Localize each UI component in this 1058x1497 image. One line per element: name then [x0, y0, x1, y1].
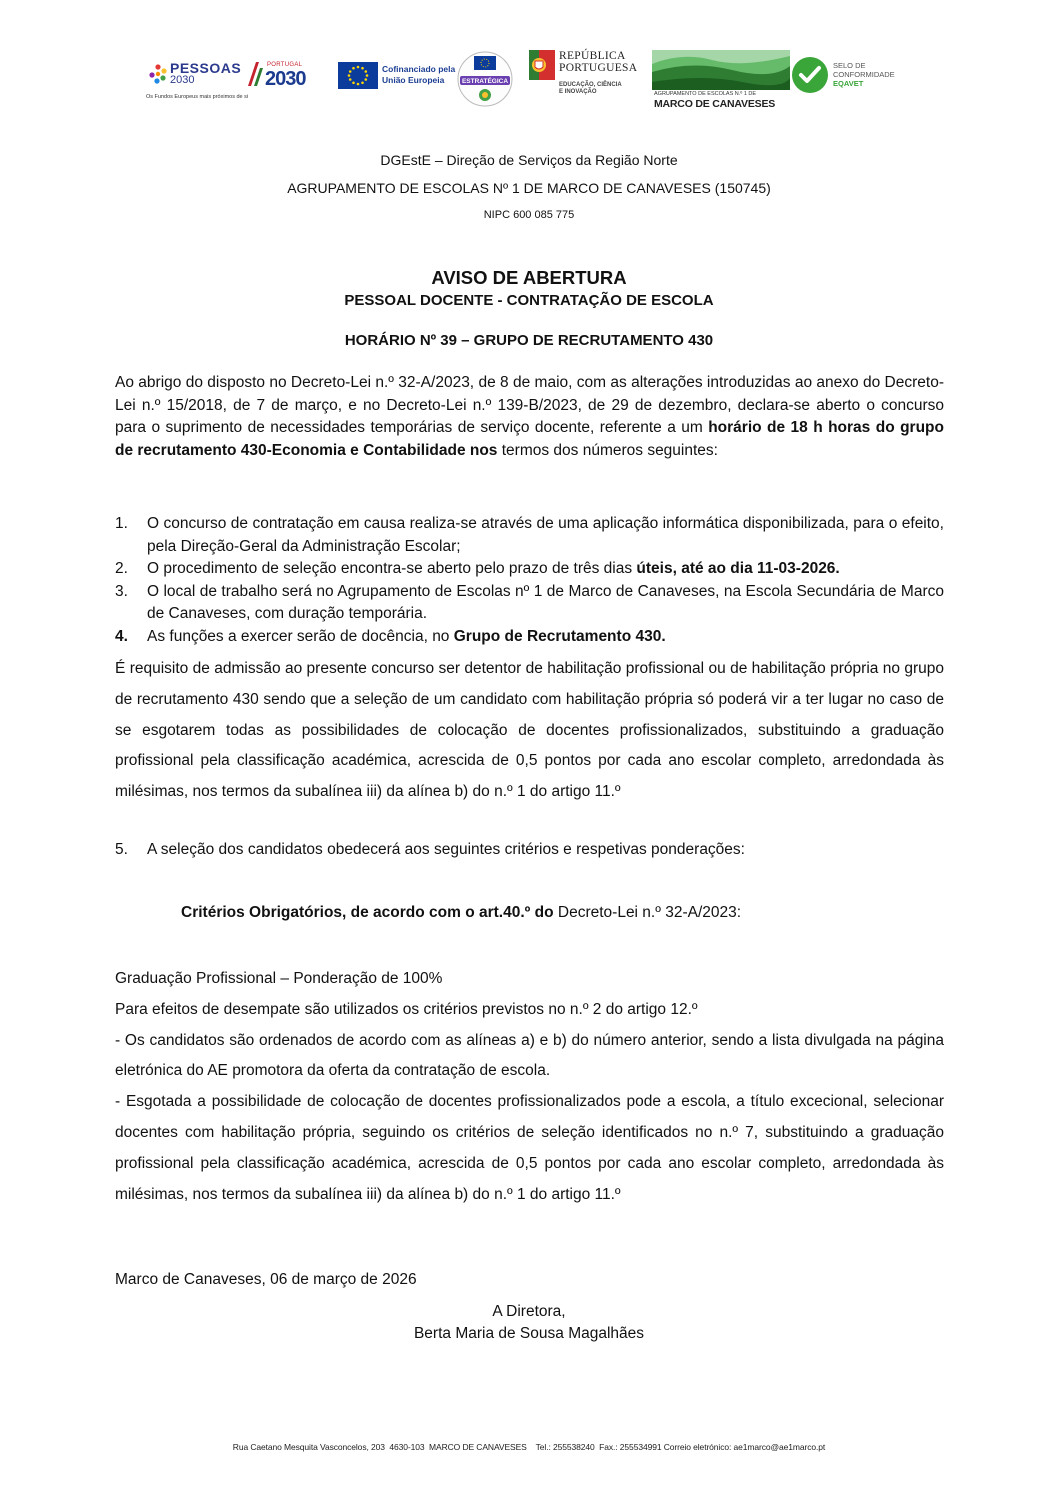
criterios-text: Decreto-Lei n.º 32-A/2023: [553, 904, 742, 921]
eqavet-line1: SELO DE [833, 61, 866, 70]
portugal-year: 2030 [265, 68, 306, 90]
intro-text: Ao abrigo do disposto no Decreto-Lei n.º 32-A/2023, de 8 de maio, com as alterações introduzidas ao anexo do Decreto-Lei n.º 15/2018, de 7 de março, e no Decreto-Lei n.º 139-B/2023, de 29 de dezembro, declara-se aberto o concurso para o suprimento de necessidades temporárias de serviço docente, referente a um [115, 374, 944, 436]
list-item-number: 2. [115, 560, 128, 577]
eqavet-line2: CONFORMIDADE [833, 70, 895, 79]
agrupamento-line2: MARCO DE CANAVESES [654, 98, 776, 110]
list-item [115, 626, 944, 649]
republica-title [559, 50, 637, 74]
list-item [115, 558, 944, 581]
portugal-label: PORTUGAL [267, 62, 303, 68]
signature-name: Berta Maria de Sousa Magalhães [413, 1325, 645, 1342]
footer-contacts: Rua Caetano Mesquita Vasconcelos, 203 4630-103 MARCO DE CANAVESES Tel.: 255538240 Fax.: 255534991 Correio eletrónico: ae1marco@ae1marco.pt [232, 1442, 826, 1452]
graduacao-section [115, 964, 944, 1210]
numbered-list [115, 513, 944, 648]
habilitacao-propria-paragraph: - Esgotada a possibilidade de colocação de docentes profissionalizados pode a escola, a título excecional, selecionar docentes com habilitação própria, seguindo os critérios de seleção identificados no n.º 7, substituindo a graduação profissional pela classificação académica, acrescida de 0,5 pontos por cada ano escolar completo, arredondada às milésimas, nos termos da subalínea iii) da alínea b) do n.º 1 do artigo 11.º [115, 1093, 944, 1203]
list-item-number: 5. [115, 841, 128, 858]
list-item-text: A seleção dos candidatos obedecerá aos seguintes critérios e respetivas ponderações: [147, 841, 745, 858]
intro-paragraph [115, 372, 944, 462]
intro-bold: horário de 18 h horas do grupo de recrutamento 430-Economia e Contabilidade nos [115, 419, 944, 459]
signature-role: A Diretora, [492, 1303, 566, 1320]
republica-line2: PORTUGUESA [559, 62, 638, 74]
pessoas-dots-icon [148, 64, 168, 84]
local-data: Marco de Canaveses, 06 de março de 2026 [115, 1271, 417, 1288]
list-item-bold: úteis, até ao dia 11-03-2026. [636, 560, 840, 577]
agrupamento-line1: AGRUPAMENTO DE ESCOLAS N.º 1 DE [654, 91, 757, 97]
portugal-emblem-icon [529, 50, 555, 80]
list-item-text: O local de trabalho será no Agrupamento de Escolas nº 1 de Marco de Canaveses, na Escola Secundária de Marco de Canaveses, com duração temporária. [147, 582, 944, 622]
agrupamento-hills-icon [652, 50, 790, 90]
list-item-number: 3. [115, 582, 128, 600]
requisito-paragraph: É requisito de admissão ao presente concurso ser detentor de habilitação profissional ou de habilitação própria no grupo de recrutamento 430 sendo que a seleção de um candidato com habilitação própria só poderá vir a ter lugar no caso de se esgotarem todas as possibilidades de colocação de docentes profissionalizados, substituindo a graduação profissional pela classificação académica, acrescida de 0,5 pontos por cada ano escolar completo, arredondada às milésimas, nos termos da subalínea iii) da alínea b) do n.º 1 do artigo 11.º [115, 660, 944, 801]
document-title: AVISO DE ABERTURA [431, 267, 627, 288]
estrategica-badge-icon [454, 50, 516, 108]
list-item-text: O concurso de contratação em causa realiza-se através de uma aplicação informática disponibilizada, para o efeito, pela Direção-Geral da Administração Escolar; [147, 515, 944, 555]
list-item [115, 581, 944, 626]
eu-text [382, 64, 455, 86]
logo-strip [146, 46, 916, 116]
portugal-2030-mark-icon [246, 60, 264, 88]
portugal-2030-logo [246, 60, 318, 94]
eqavet-line3: EQAVET [833, 79, 864, 88]
eu-line1: Cofinanciado pela [382, 64, 456, 74]
header-direcao: DGEstE – Direção de Serviços da Região Norte [380, 152, 678, 168]
list-item-text: O procedimento de seleção encontra-se aberto pelo prazo de três dias [147, 560, 637, 577]
pessoas-name: PESSOAS [170, 60, 242, 76]
document-subtitle: PESSOAL DOCENTE - CONTRATAÇÃO DE ESCOLA [344, 292, 714, 309]
list-item [115, 839, 944, 862]
pessoas-year: 2030 [170, 74, 195, 86]
list-item-bold: Grupo de Recrutamento 430. [453, 627, 666, 645]
eqavet-text [833, 61, 895, 88]
eqavet-check-icon [791, 56, 829, 94]
criterios-heading [181, 904, 741, 922]
estrategica-badge [454, 50, 516, 108]
list-item-number: 4. [115, 627, 128, 645]
ordenacao-paragraph: - Os candidatos são ordenados de acordo com as alíneas a) e b) do número anterior, sendo a lista divulgada na página eletrónica do AE promotora da oferta da contratação de escola. [115, 1031, 944, 1080]
republica-line1: REPÚBLICA [559, 50, 626, 62]
criterios-bold: Critérios Obrigatórios, de acordo com o art.40.º do [181, 904, 554, 921]
eu-cofinanced-logo [338, 62, 463, 92]
eqavet-seal [791, 56, 916, 100]
header-agrupamento: AGRUPAMENTO DE ESCOLAS Nº 1 DE MARCO DE CANAVESES (150745) [287, 180, 771, 196]
republica-portuguesa-logo [529, 48, 641, 110]
desempate-line: Para efeitos de desempate são utilizados os critérios previstos no n.º 2 do artigo 12.º [115, 1000, 698, 1018]
intro-tail: termos dos números seguintes: [497, 441, 718, 459]
horario-heading: HORÁRIO Nº 39 – GRUPO DE RECRUTAMENTO 430 [344, 332, 714, 349]
agrupamento-logo [652, 50, 790, 112]
republica-sub2: E INOVAÇÃO [559, 89, 597, 95]
graduacao-line: Graduação Profissional – Ponderação de 100% [115, 970, 443, 987]
eu-flag-icon [338, 62, 378, 89]
eu-line2: União Europeia [382, 75, 445, 85]
pessoas-tagline: Os Fundos Europeus mais próximos de si [146, 94, 249, 100]
header-nipc: NIPC 600 085 775 [483, 209, 575, 221]
estrategica-label: ESTRATÉGICA [461, 78, 509, 85]
republica-sub1: EDUCAÇÃO, CIÊNCIA [559, 82, 622, 88]
list-item-text: As funções a exercer serão de docência, no [147, 627, 454, 645]
list-item [115, 513, 944, 558]
list-item-number: 1. [115, 515, 128, 532]
republica-ministry [559, 82, 622, 96]
